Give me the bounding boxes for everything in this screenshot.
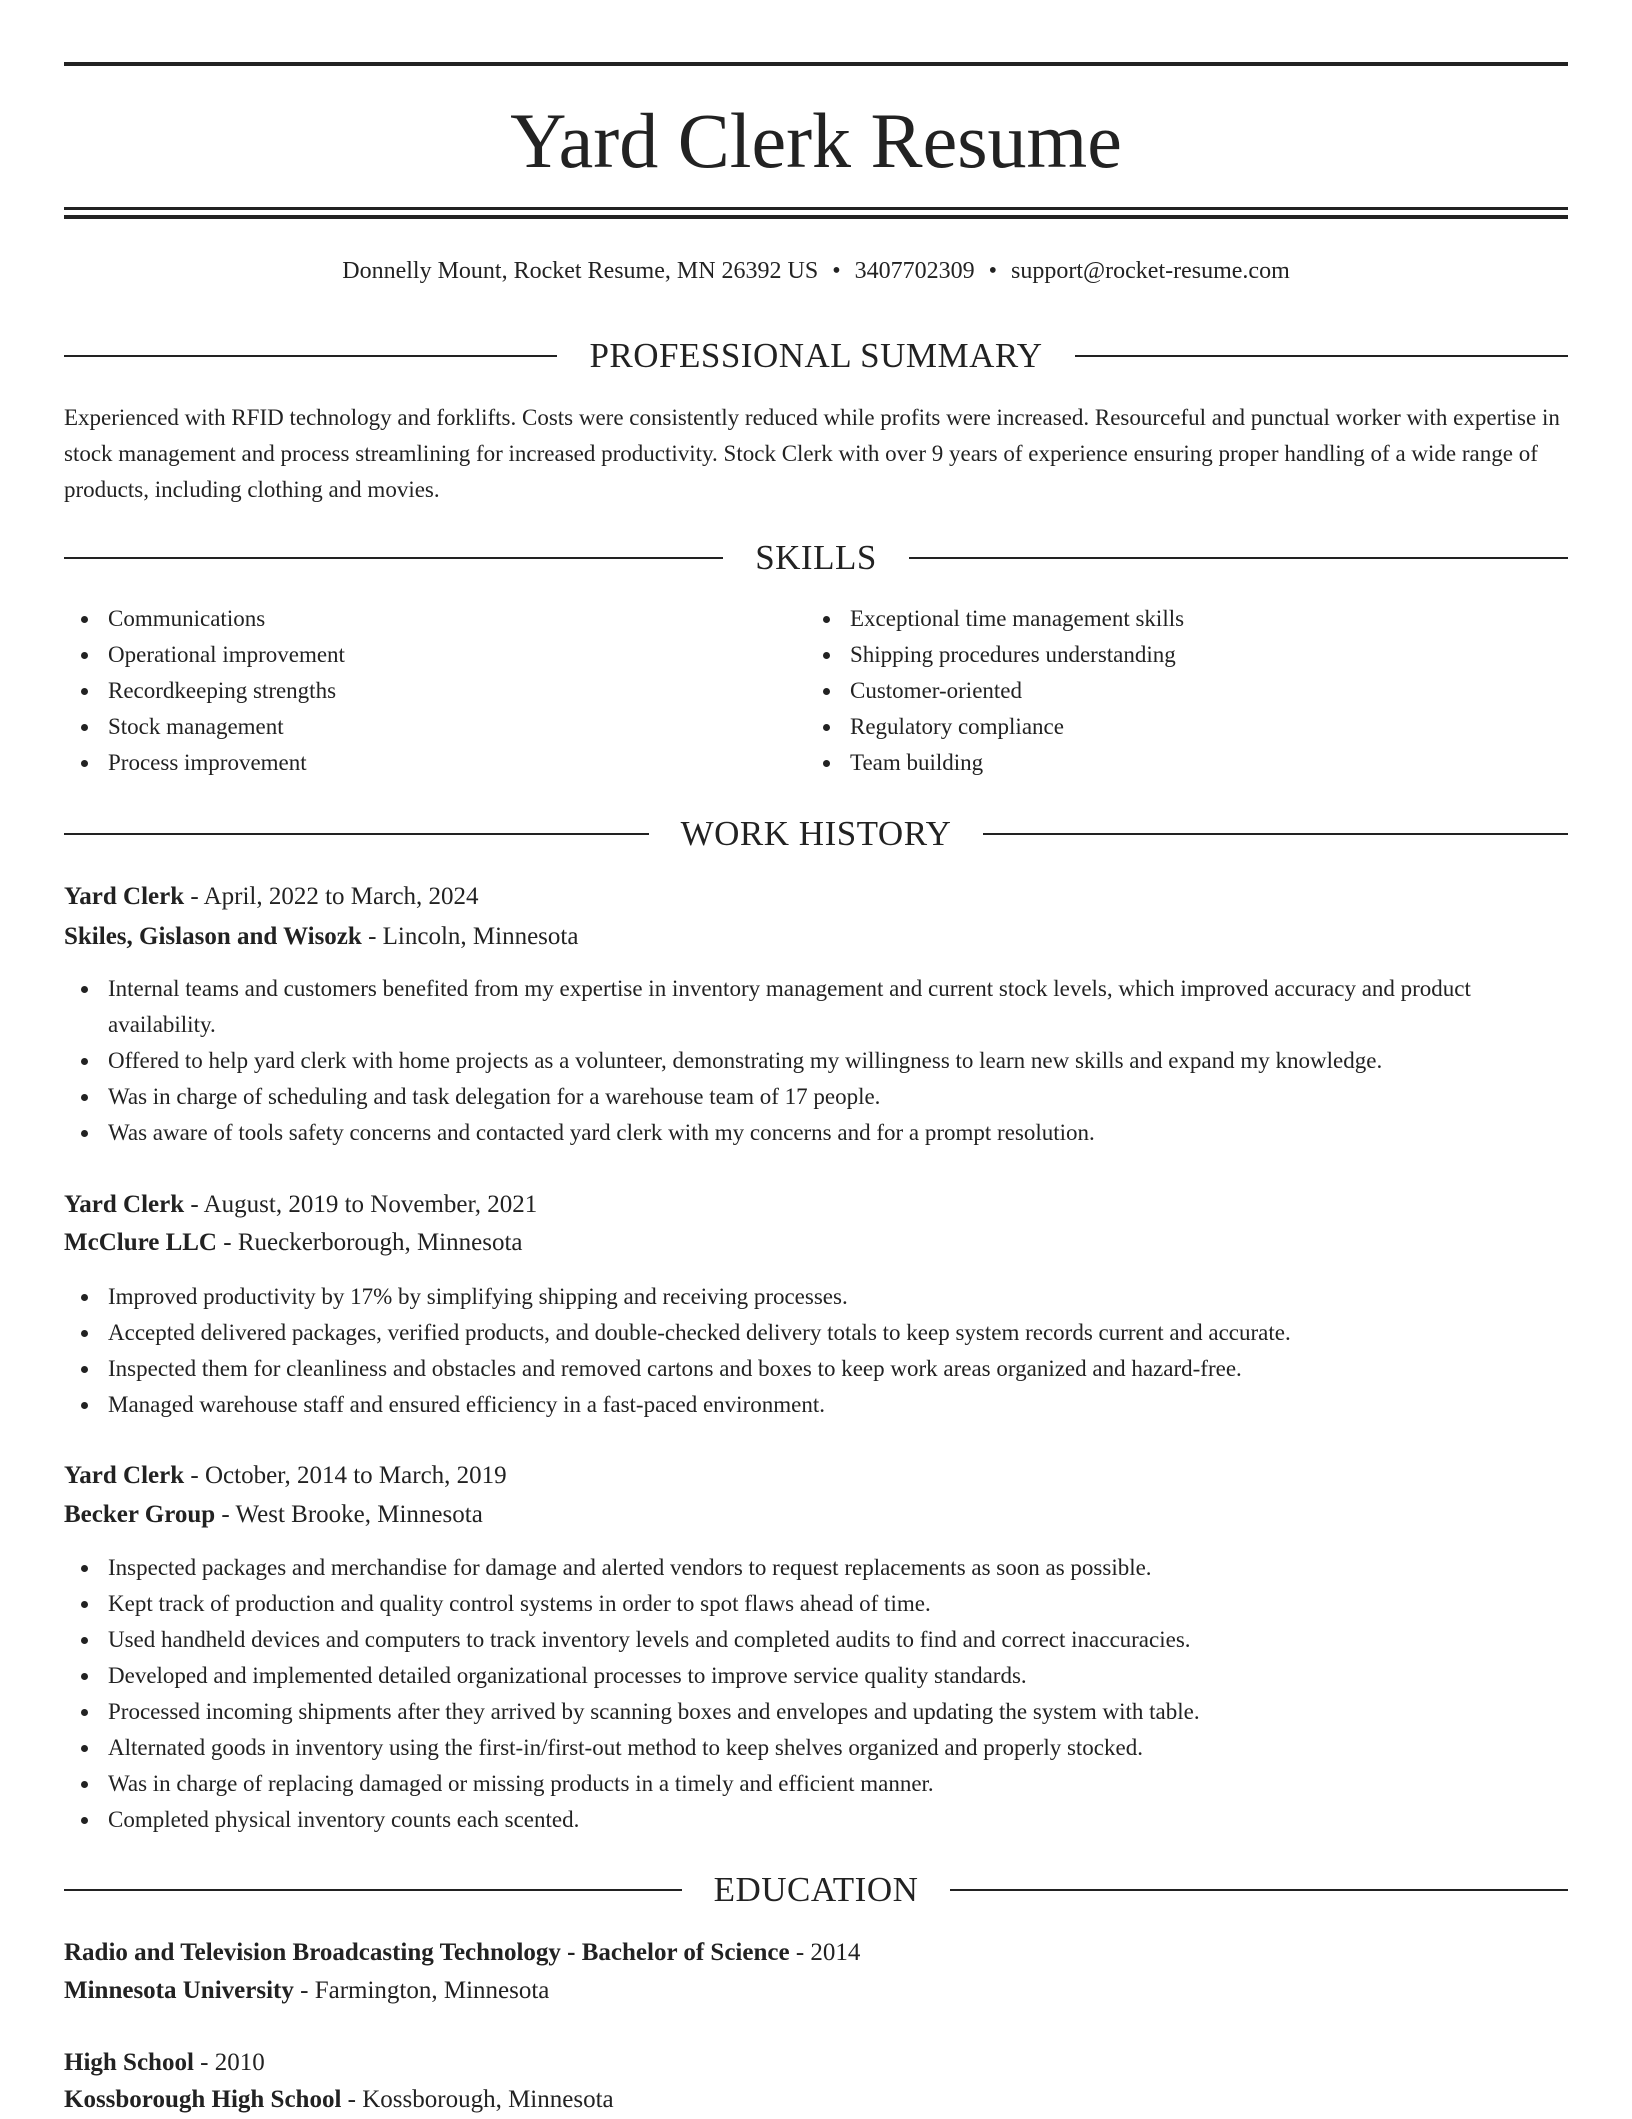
education-school-line (64, 1972, 1568, 2010)
job-title: Yard Clerk (64, 1191, 185, 1218)
education-school-line (64, 2081, 1568, 2119)
job-separator: - (215, 1501, 236, 1528)
job-company: Skiles, Gislason and Wisozk (64, 923, 362, 950)
education-degree: High School (64, 2049, 194, 2076)
work-section-heading (64, 812, 1568, 856)
contact-phone: 3407702309 (854, 258, 975, 284)
education-degree-line (64, 2044, 1568, 2082)
job-bullet: Was in charge of replacing damaged or missing products in a timely and efficient manner. (64, 1766, 1568, 1802)
education-heading-label: EDUCATION (713, 1870, 919, 1909)
job-dates: April, 2022 to March, 2024 (203, 883, 479, 910)
job-bullet-list (64, 1550, 1568, 1838)
education-degree: Radio and Television Broadcasting Technology - Bachelor of Science (64, 1939, 790, 1966)
education-school: Kossborough High School (64, 2086, 342, 2113)
job-company-line (64, 918, 1568, 956)
resume-title: Yard Clerk Resume (510, 97, 1122, 184)
skill-item: Operational improvement (64, 637, 804, 673)
header-double-rule-upper (64, 207, 1568, 210)
job-bullet-list (64, 971, 1568, 1151)
heading-rule-right (950, 1889, 1568, 1891)
skill-item: Process improvement (64, 745, 804, 781)
job-company-line (64, 1224, 1568, 1262)
skills-list-right (806, 601, 1546, 781)
job-bullet: Managed warehouse staff and ensured efficiency in a fast-paced environment. (64, 1387, 1568, 1423)
contact-email: support@rocket-resume.com (1011, 258, 1290, 284)
job-bullet: Accepted delivered packages, verified products, and double-checked delivery totals to keep system records current and accurate. (64, 1315, 1568, 1351)
education-year: 2014 (810, 1939, 861, 1966)
job-company-line (64, 1496, 1568, 1534)
education-separator: - (341, 2086, 363, 2113)
skills-list-left (64, 601, 804, 781)
job-separator: - (217, 1229, 238, 1256)
contact-separator: • (832, 258, 841, 284)
education-degree-line (64, 1934, 1568, 1972)
header-double-rule-lower (64, 215, 1568, 219)
job-bullet-list (64, 1279, 1568, 1423)
job-location: West Brooke, Minnesota (235, 1501, 483, 1528)
job-company: McClure LLC (64, 1229, 217, 1256)
heading-rule-right (1075, 355, 1568, 357)
contact-separator: • (988, 258, 998, 284)
skill-item: Exceptional time management skills (806, 601, 1546, 637)
job-location: Lincoln, Minnesota (382, 923, 579, 950)
skills-section-heading (64, 536, 1568, 580)
skill-item: Communications (64, 601, 804, 637)
job-bullet: Internal teams and customers benefited from my expertise in inventory management and current stock levels, which improved accuracy and product availability. (64, 971, 1568, 1043)
education-location: Kossborough, Minnesota (362, 2086, 614, 2113)
skill-item: Shipping procedures understanding (806, 637, 1546, 673)
job-bullet: Inspected packages and merchandise for damage and alerted vendors to request replacements as soon as possible. (64, 1550, 1568, 1586)
contact-line (64, 254, 1568, 288)
job-dates: October, 2014 to March, 2019 (204, 1462, 507, 1489)
job-title-line (64, 878, 1568, 916)
skill-item: Team building (806, 745, 1546, 781)
heading-rule-left (64, 557, 723, 559)
education-separator: - (789, 1939, 811, 1966)
contact-address: Donnelly Mount, Rocket Resume, MN 26392 US (342, 258, 819, 284)
job-separator: - (184, 1191, 204, 1218)
job-bullet: Was aware of tools safety concerns and contacted yard clerk with my concerns and for a prompt resolution. (64, 1115, 1568, 1151)
heading-rule-left (64, 833, 649, 835)
education-year: 2010 (214, 2049, 265, 2076)
job-separator: - (361, 923, 383, 950)
job-company: Becker Group (64, 1501, 216, 1528)
heading-rule-right (983, 833, 1568, 835)
job-bullet: Offered to help yard clerk with home projects as a volunteer, demonstrating my willingness to learn new skills and expand my knowledge. (64, 1043, 1568, 1079)
job-title-line (64, 1186, 1568, 1224)
job-separator: - (184, 1462, 205, 1489)
education-separator: - (193, 2049, 215, 2076)
job-title: Yard Clerk (64, 1462, 185, 1489)
job-bullet: Inspected them for cleanliness and obstacles and removed cartons and boxes to keep work areas organized and hazard-free. (64, 1351, 1568, 1387)
job-bullet: Completed physical inventory counts each scented. (64, 1802, 1568, 1838)
education-separator: - (293, 1977, 315, 2004)
education-location: Farmington, Minnesota (314, 1977, 550, 2004)
work-heading-label: WORK HISTORY (680, 814, 952, 853)
job-dates: August, 2019 to November, 2021 (203, 1191, 538, 1218)
skill-item: Regulatory compliance (806, 709, 1546, 745)
heading-rule-right (909, 557, 1568, 559)
summary-section-heading (64, 334, 1568, 378)
job-location: Rueckerborough, Minnesota (237, 1229, 523, 1256)
job-bullet: Alternated goods in inventory using the first-in/first-out method to keep shelves organized and properly stocked. (64, 1730, 1568, 1766)
heading-rule-left (64, 1889, 682, 1891)
skill-item: Stock management (64, 709, 804, 745)
skills-heading-label: SKILLS (755, 538, 877, 577)
job-title-line (64, 1457, 1568, 1495)
heading-rule-left (64, 355, 557, 357)
job-bullet: Developed and implemented detailed organizational processes to improve service quality standards. (64, 1658, 1568, 1694)
header-top-rule (64, 62, 1568, 66)
job-bullet: Used handheld devices and computers to track inventory levels and completed audits to find and correct inaccuracies. (64, 1622, 1568, 1658)
job-bullet: Kept track of production and quality control systems in order to spot flaws ahead of time. (64, 1586, 1568, 1622)
education-school: Minnesota University (64, 1977, 294, 2004)
summary-text: Experienced with RFID technology and forklifts. Costs were consistently reduced while profits were increased. Resourceful and punctual worker with expertise in stock management and process streamlining for increased productivity. Stock Clerk with over 9 years of experience ensuring proper handling of a wide range of products, including clothing and movies. (64, 405, 1560, 502)
education-section-heading (64, 1868, 1568, 1912)
job-separator: - (184, 883, 204, 910)
summary-heading-label: PROFESSIONAL SUMMARY (589, 336, 1043, 375)
skill-item: Customer-oriented (806, 673, 1546, 709)
job-bullet: Improved productivity by 17% by simplifying shipping and receiving processes. (64, 1279, 1568, 1315)
job-bullet: Was in charge of scheduling and task delegation for a warehouse team of 17 people. (64, 1079, 1568, 1115)
skill-item: Recordkeeping strengths (64, 673, 804, 709)
job-bullet: Processed incoming shipments after they arrived by scanning boxes and envelopes and updating the system with table. (64, 1694, 1568, 1730)
job-title: Yard Clerk (64, 883, 185, 910)
